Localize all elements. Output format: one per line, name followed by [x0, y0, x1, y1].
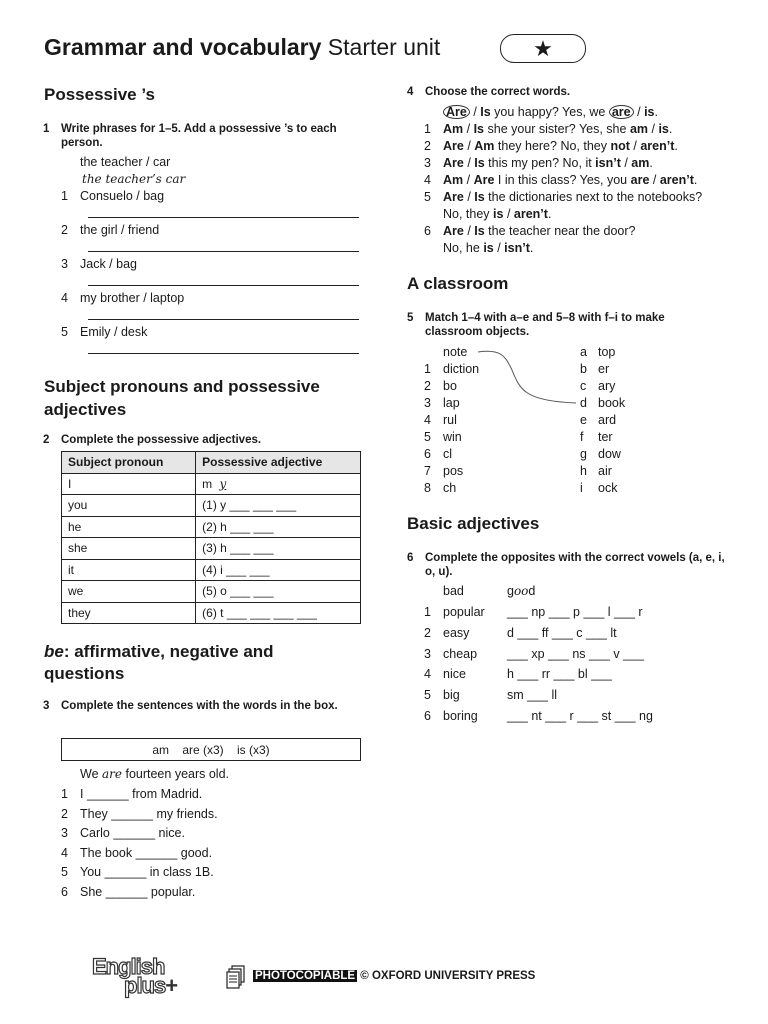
answer-line[interactable]: [88, 251, 359, 252]
exercise-4-item: 1 Am / Is she your sister? Yes, she am / is.: [424, 122, 673, 136]
exercise-6-item: 6 boring: [424, 709, 478, 723]
table-cell: we: [62, 581, 196, 603]
section-heading-be: be: affirmative, negative and questions: [44, 642, 274, 683]
exercise-6-blanks[interactable]: h ___ rr ___ bl ___: [507, 667, 612, 682]
table-cell: she: [62, 538, 196, 560]
exercise-6-blanks[interactable]: sm ___ ll: [507, 688, 558, 703]
exercise-2-instruction: 2 Complete the possessive adjectives.: [43, 434, 262, 446]
star-level-icon: ★: [500, 34, 586, 63]
match-right-item: g dow: [580, 447, 621, 461]
section-heading-classroom: A classroom: [407, 274, 509, 293]
exercise-6-blanks[interactable]: ___ xp ___ ns ___ v ___: [507, 646, 644, 661]
exercise-6-item: 4 nice: [424, 667, 466, 682]
match-left-item: 7 pos: [424, 464, 464, 478]
exercise-5-instruction: 5 Match 1–4 with a–e and 5–8 with f–i to make classroom objects.: [407, 312, 665, 338]
section-heading-pronouns: Subject pronouns and possessive adjectives: [44, 377, 320, 419]
table-cell: (6) t ___ ___ ___ ___: [196, 602, 361, 624]
exercise-4-example: Are / Is you happy? Yes, we are / is.: [443, 105, 658, 119]
exercise-3-item: 2 They ______ my friends.: [61, 806, 218, 821]
table-cell: you: [62, 495, 196, 517]
exercise-4-instruction: 4 Choose the correct words.: [407, 86, 571, 98]
table-cell: he: [62, 516, 196, 538]
exercise-6-example-answer: good: [507, 584, 536, 598]
exercise-3-item: 1 I ______ from Madrid.: [61, 787, 203, 801]
table-cell: (4) i ___ ___: [196, 559, 361, 581]
exercise-4-item: 6 Are / Is the teacher near the door?: [424, 224, 636, 238]
table-cell: (1) y ___ ___ ___: [196, 495, 361, 517]
copyright-footer: PHOTOCOPIABLE © OXFORD UNIVERSITY PRESS: [255, 970, 536, 982]
exercise-6-item: 5 big: [424, 688, 460, 703]
match-left-item: 8 ch: [424, 481, 457, 495]
match-left-item: 3 lap: [424, 396, 460, 410]
answer-line[interactable]: [88, 285, 359, 286]
photocopy-icon: [226, 965, 246, 989]
exercise-1-item: 4 my brother / laptop: [61, 291, 185, 305]
answer-line[interactable]: [88, 319, 359, 320]
exercise-1-item: 5 Emily / desk: [61, 325, 148, 339]
page-title: Grammar and vocabulary Starter unit: [44, 34, 441, 60]
table-row: [62, 581, 361, 603]
match-right-item: h air: [580, 464, 612, 478]
match-left-item: 1 diction: [424, 362, 480, 376]
exercise-6-instruction: 6 Complete the opposites with the correct vowels (a, e, i, o, u).: [407, 552, 725, 578]
exercise-4-item: 3 Are / Is this my pen? No, it isn’t / am.: [424, 156, 653, 170]
exercise-6-item: 3 cheap: [424, 646, 478, 661]
table-header: Possessive adjective: [196, 452, 361, 474]
exercise-6-example-word: bad: [443, 584, 464, 598]
exercise-1-example: the teacher / car: [80, 155, 171, 169]
match-right-item: f ter: [580, 430, 613, 444]
match-right-item: a top: [580, 345, 616, 359]
table-row: [62, 516, 361, 538]
circled-answer: Are: [443, 105, 470, 119]
exercise-4-item: 2 Are / Am they here? No, they not / aren’t.: [424, 139, 678, 153]
pronoun-table: [61, 451, 361, 624]
photocopiable-badge: PHOTOCOPIABLE: [255, 970, 356, 982]
table-cell: (5) o ___ ___: [196, 581, 361, 603]
table-cell: (3) h ___ ___: [196, 538, 361, 560]
exercise-3-item: 6 She ______ popular.: [61, 884, 196, 899]
table-row: [62, 559, 361, 581]
exercise-1-example-answer: the teacher’s car: [82, 172, 186, 186]
exercise-6-blanks[interactable]: ___ np ___ p ___ l ___ r: [507, 605, 643, 619]
exercise-6-blanks[interactable]: d ___ ff ___ c ___ lt: [507, 625, 617, 640]
exercise-6-item: 1 popular: [424, 605, 485, 619]
exercise-4-item: No, they is / aren’t.: [443, 207, 552, 221]
exercise-3-item: 4 The book ______ good.: [61, 845, 213, 860]
exercise-6-blanks[interactable]: ___ nt ___ r ___ st ___ ng: [507, 709, 653, 723]
table-row: [62, 602, 361, 624]
answer-line[interactable]: [88, 217, 359, 218]
match-right-item: d book: [580, 396, 626, 410]
match-left-item: 4 rul: [424, 413, 457, 427]
match-right-item: e ard: [580, 413, 617, 427]
exercise-3-item: 5 You ______ in class 1B.: [61, 865, 214, 879]
table-cell: m y: [196, 473, 361, 495]
exercise-1-item: 2 the girl / friend: [61, 223, 160, 237]
exercise-3-instruction: 3 Complete the sentences with the words in the box.: [43, 700, 338, 712]
table-cell: it: [62, 559, 196, 581]
exercise-1-item: 3 Jack / bag: [61, 257, 137, 271]
section-heading-possessive: Possessive ’s: [44, 85, 155, 104]
exercise-3-example: We are fourteen years old.: [80, 767, 230, 781]
match-left-item: note: [443, 345, 468, 359]
table-row: [62, 538, 361, 560]
table-row: [62, 495, 361, 517]
answer-line[interactable]: [88, 353, 359, 354]
exercise-4-item: No, he is / isn’t.: [443, 241, 534, 255]
match-left-item: 2 bo: [424, 379, 457, 393]
match-right-item: b er: [580, 362, 610, 376]
exercise-1-instruction: 1 Write phrases for 1–5. Add a possessive ’s to each person.: [43, 123, 337, 149]
exercise-4-item: 5 Are / Is the dictionaries next to the notebooks?: [424, 190, 703, 204]
match-right-item: c ary: [580, 379, 616, 393]
english-plus-logo: English plus+: [92, 954, 178, 998]
match-left-item: 5 win: [424, 430, 462, 444]
table-cell: they: [62, 602, 196, 624]
exercise-1-item: 1 Consuelo / bag: [61, 189, 165, 203]
exercise-4-item: 4 Am / Are I in this class? Yes, you are / aren’t.: [424, 173, 698, 187]
word-box: am are (x3) is (x3): [61, 738, 361, 761]
circled-answer: are: [609, 105, 634, 119]
exercise-3-item: 3 Carlo ______ nice.: [61, 826, 185, 840]
table-row: [62, 473, 361, 495]
table-cell: (2) h ___ ___: [196, 516, 361, 538]
table-cell: I: [62, 473, 196, 495]
match-right-item: i ock: [580, 481, 618, 495]
section-heading-adjectives: Basic adjectives: [407, 514, 540, 533]
table-header: Subject pronoun: [62, 452, 196, 474]
exercise-6-item: 2 easy: [424, 625, 470, 640]
match-example-line: [470, 345, 580, 410]
match-left-item: 6 cl: [424, 447, 453, 461]
